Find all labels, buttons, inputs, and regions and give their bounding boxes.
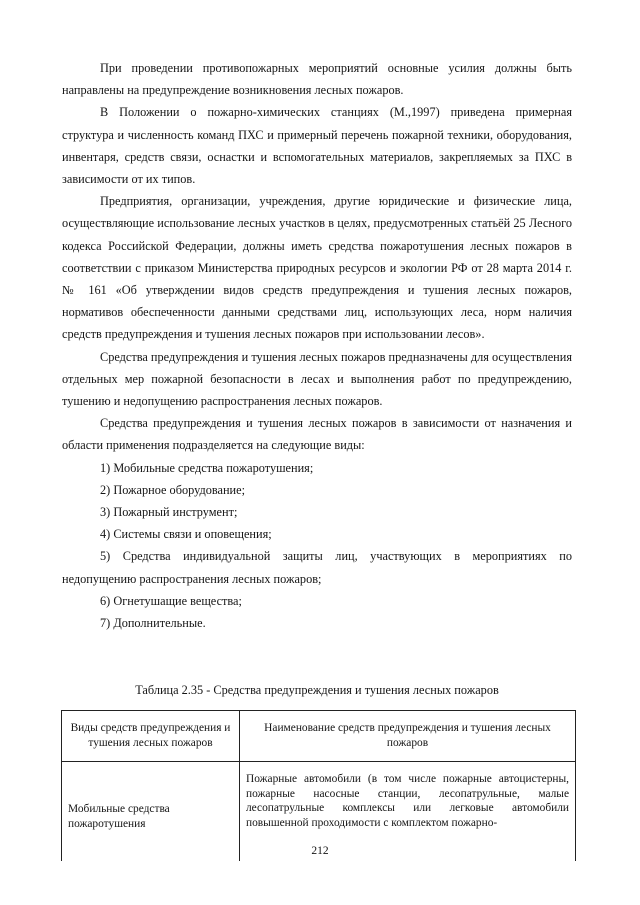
paragraph: В Положении о пожарно-химических станциях (М.,1997) приведена примерная структура и численность команд ПХС и примерный перечень пожарной техники, оборудования, инвентаря, средств связи, оснастки и вспомогательных материалов, закрепляемых за ПХС в зависимости от их типов. [62,105,572,187]
list-item: 3) Пожарный инструмент; [100,505,238,520]
list-item: 4) Системы связи и оповещения; [100,527,272,542]
paragraph: Средства предупреждения и тушения лесных пожаров предназначены для осуществления отдельных мер пожарной безопасности в лесах и выполнения работ по предупреждению, тушению и недопущению распространения лесных пожаров. [62,349,572,409]
list-item: 1) Мобильные средства пожаротушения; [100,460,314,475]
list-item: 5) Средства индивидуальной защиты лиц, участвующих в мероприятиях по недопущению распространения лесных пожаров; [62,549,572,586]
table-header-row [62,711,576,762]
paragraph: Средства предупреждения и тушения лесных пожаров в зависимости от назначения и области применения подразделяется на следующие виды: [62,416,572,453]
paragraph: Предприятия, организации, учреждения, другие юридические и физические лица, осуществляющие использование лесных участков в целях, предусмотренных статьёй 25 Лесного кодекса Российской Федерации, должны иметь средства пожаротушения лесных пожаров в соответствии с приказом Министерства природных ресурсов и экологии РФ от 28 марта 2014 г. № 161 «Об утверждении видов средств предупреждения и тушения лесных пожаров, нормативов обеспеченности данными средствами лиц, использующих леса, норм наличия средств предупреждения и тушения лесных пожаров при использовании лесов». [62,194,572,342]
table-cell: Мобильные средства пожаротушения [62,762,240,862]
table-caption: Таблица 2.35 - Средства предупреждения и тушения лесных пожаров [135,683,499,697]
paragraph: При проведении противопожарных мероприятий основные усилия должны быть направлены на предупреждение возникновения лесных пожаров. [62,61,572,98]
table-cell: Пожарные автомобили (в том числе пожарные автоцистерны, пожарные насосные станции, лесопатрульные, малые лесопатрульные комплексы или легковые автомобили повышенной проходимости с комплектом пожарно- [240,762,576,862]
fire-means-table [61,710,576,861]
list-item: 7) Дополнительные. [100,616,206,631]
table-header-cell: Наименование средств предупреждения и тушения лесных пожаров [240,711,576,762]
table-header-cell: Виды средств предупреждения и тушения лесных пожаров [62,711,240,762]
list-item: 2) Пожарное оборудование; [100,482,246,497]
list-item: 6) Огнетушащие вещества; [100,593,242,608]
page-number: 212 [311,845,329,857]
body-text [62,57,572,634]
